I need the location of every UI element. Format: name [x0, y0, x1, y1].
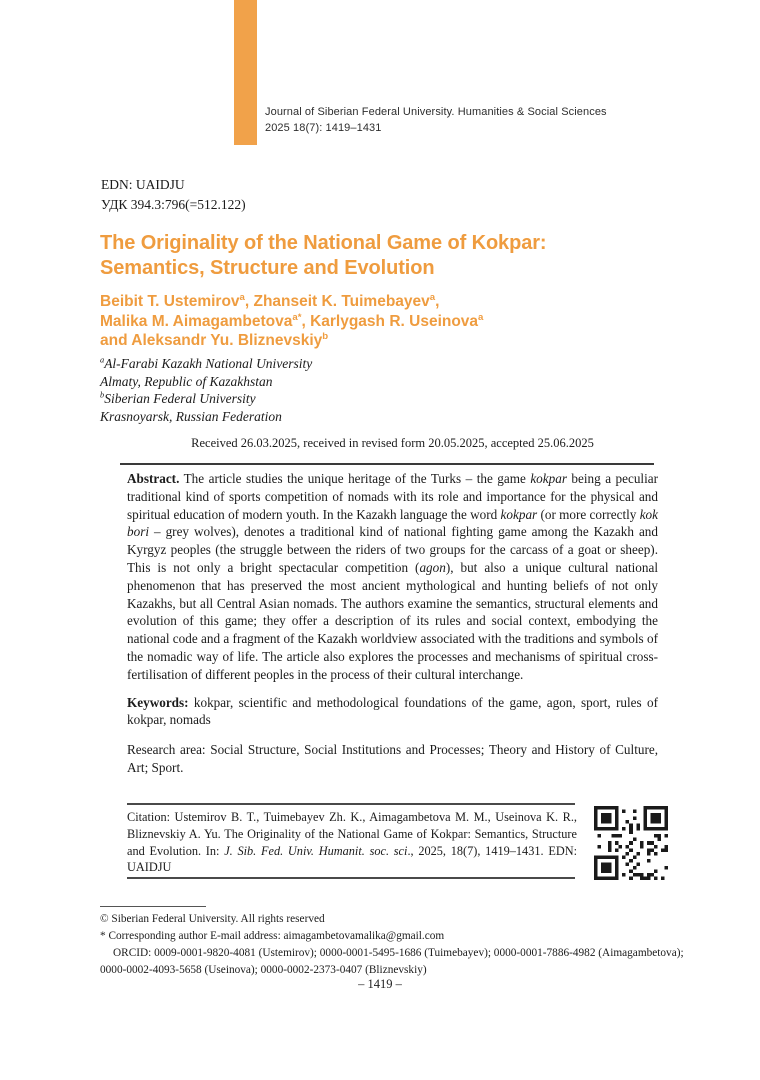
edn-code: EDN: UAIDJU	[101, 177, 185, 192]
article-body-column	[127, 470, 658, 777]
abstract-divider-rule	[120, 463, 654, 465]
footnote-rule	[100, 906, 206, 907]
orcid-line: 0000-0002-4093-5658 (Useinova); 0000-0002-2373-0407 (Bliznevskiy)	[100, 964, 427, 976]
abstract-paragraph: Abstract. The article studies the unique heritage of the Turks – the game kokpar being a peculiar traditional kind of sports competition of nomads with its role and importance for the physical and spiritual education of modern youth. In the Kazakh language the word kokpar (or more correctly kok bori – grey wolves), denotes a traditional kind of national fighting game among the Kazakh and Kyrgyz peoples (the struggle between the riders of two groups for the carcass of a goat or sheep). This is not only a bright spectacular competition (agon), but also a unique cultural national phenomenon that has preserved the most ancient mythological and hunting beliefs of not only Kazakhs, but all Central Asian nomads. The authors examine the semantics, structural elements and evolution of this game; they offer a description of its rules and social context, embodying the national code and a fragment of the Kazakh worldview associated with the traditions and symbols of the nomadic way of life. The article also explores the processes and mechanisms of spiritual cross-fertilisation of different peoples in the process of their cultural interchange.	[127, 471, 659, 682]
author-line: Beibit T. Ustemirov$^a$, Zhanseit K. Tuimebayev$^a$,	[100, 291, 440, 310]
author-list	[100, 292, 700, 351]
affiliation-line: Almaty, Republic of Kazakhstan	[100, 373, 273, 389]
affiliation-line: Krasnoyarsk, Russian Federation	[100, 408, 282, 424]
article-identifiers	[101, 175, 246, 215]
keywords-paragraph: Keywords: kokpar, scientific and methodological foundations of the game, agon, sport, rules of kokpar, nomads	[127, 694, 658, 728]
page-number: – 1419 –	[358, 977, 402, 991]
author-line: Malika M. Aimagambetova$^{a*}$, Karlygash R. Useinova$^a$	[100, 311, 484, 330]
citation-rule-bottom	[127, 877, 575, 879]
received-dates: Received 26.03.2025, received in revised form 20.05.2025, accepted 25.06.2025	[191, 436, 594, 450]
footer-notes	[100, 911, 682, 979]
author-line: and Aleksandr Yu. Bliznevskiy$^b$	[100, 330, 329, 349]
research-area-paragraph: Research area: Social Structure, Social Institutions and Processes; Theory and History of Culture, Art; Sport.	[127, 742, 658, 775]
copyright-line: © Siberian Federal University. All rights reserved	[100, 913, 325, 925]
qr-code	[594, 806, 668, 880]
citation-rule-top	[127, 803, 575, 805]
journal-accent-bar	[234, 0, 257, 145]
affiliation-line: $^b$Siberian Federal University	[100, 390, 256, 406]
affiliations	[100, 355, 700, 425]
journal-header	[265, 104, 607, 136]
corresponding-author-line: * Corresponding author E-mail address: aimagambetovamalika@gmail.com	[100, 930, 445, 942]
citation-paragraph: Citation: Ustemirov B. T., Tuimebayev Zh. K., Aimagambetova M. M., Useinova K. R., Bliznevskiy A. Yu. The Originality of the National Game of Kokpar: Semantics, Structure and Evolution. In: J. Sib. Fed. Univ. Humanit. soc. sci., 2025, 18(7), 1419–1431. EDN: UAIDJU	[127, 810, 578, 875]
title-line-2: Semantics, Structure and Evolution	[100, 257, 435, 279]
journal-issue: 2025 18(7): 1419–1431	[265, 122, 382, 134]
orcid-line: ORCID: 0009-0001-9820-4081 (Ustemirov); 0000-0001-5495-1686 (Tuimebayev); 0000-0001-7886-4982 (Aimagambetova);	[113, 947, 684, 959]
udk-code: УДК 394.3:796(=512.122)	[101, 197, 246, 212]
title-line-1: The Originality of the National Game of Kokpar:	[100, 232, 547, 254]
affiliation-line: $^a$Al-Farabi Kazakh National University	[100, 355, 313, 371]
journal-name: Journal of Siberian Federal University. Humanities & Social Sciences	[265, 106, 607, 118]
article-title	[100, 231, 700, 281]
